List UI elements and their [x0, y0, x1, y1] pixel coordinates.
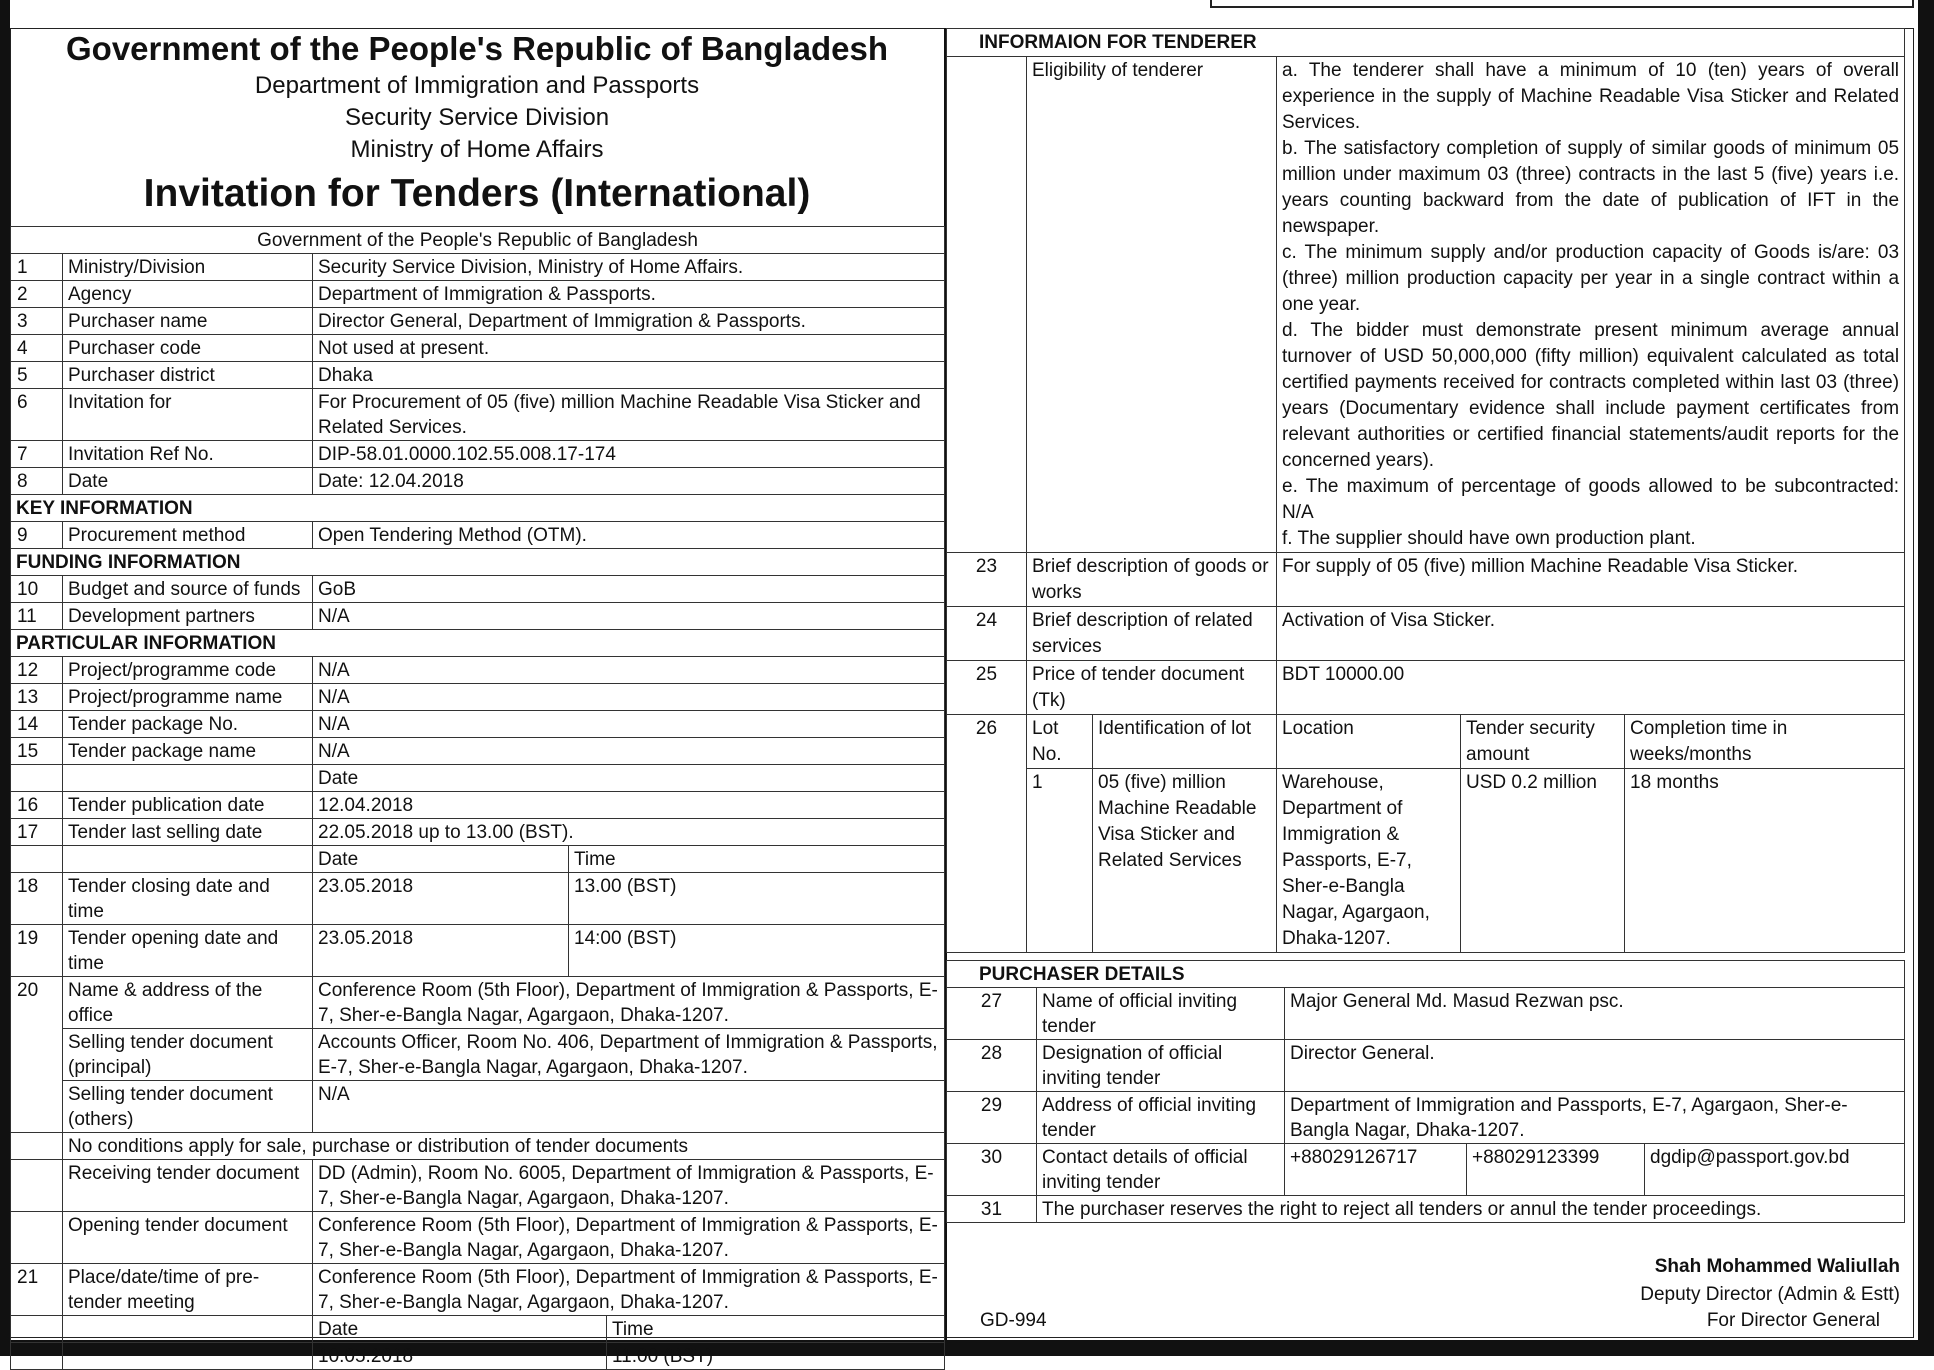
notice-code: GD-994 [980, 1310, 1047, 1331]
time-header: Time [569, 846, 945, 873]
time-header: Time [607, 1316, 945, 1343]
funding-info-heading: FUNDING INFORMATION [11, 549, 945, 576]
eligibility-criteria: a. The tenderer shall have a minimum of 10 (ten) years of overall experience in the supply of Machine Readable Visa Sticker and Related Services. b. The satisfactory completion of supply of similar goods of minimum 05 million under maximum 03 (three) contracts in the last 5 (five) years i.e. years counting backward from the date of publication of IFT in the newspaper. c. The minimum supply and/or production capacity of Goods is/are: 03 (three) million production capacity per year in a single contract within a one year. d. The bidder must demonstrate present minimum average annual turnover of USD 50,000,000 (fifty million) equivalent calculated as total certified payments received for contracts completed within last 03 (three) years (Documentary evidence shall include payment certificates from relevant authorities or certified financial statements/audit reports for the concerned years). e. The maximum of percentage of goods allowed to be subcontracted: N/A f. The supplier should have own production plant. [1277, 57, 1905, 553]
no-conditions-note: No conditions apply for sale, purchase or distribution of tender documents [63, 1133, 945, 1160]
table-row: 26 Lot No. Identification of lot Location Tender security amount Completion time in weeks/months [947, 715, 1905, 769]
signatory-for: For Director General [1706, 1310, 1880, 1331]
scan-border-top-strip [1210, 0, 1914, 8]
table-row: 19 Tender opening date and time 23.05.2018 14:00 (BST) [11, 925, 945, 977]
table-row: 18 Tender closing date and time 23.05.2018 13.00 (BST) [11, 873, 945, 925]
table-row: 5 Purchaser district Dhaka [11, 362, 945, 389]
division-line: Security Service Division [344, 104, 610, 131]
table-row: 1 Ministry/Division Security Service Division, Ministry of Home Affairs. [11, 254, 945, 281]
table-row: 16 Tender publication date 12.04.2018 [11, 792, 945, 819]
table-row: 10.05.2018 11.00 (BST) [11, 1343, 945, 1370]
dept-line: Department of Immigration and Passports [254, 72, 700, 99]
table-row: Selling tender document (principal) Accounts Officer, Room No. 406, Department of Immigration & Passports, E-7, Sher-e-Bangla Nagar, Agargaon, Dhaka-1207. [11, 1029, 945, 1081]
table-row: 4 Purchaser code Not used at present. [11, 335, 945, 362]
scan-border-right [1918, 0, 1934, 1356]
table-row: 11 Development partners N/A [11, 603, 945, 630]
table-row: 1 05 (five) million Machine Readable Visa Sticker and Related Services Warehouse, Department of Immigration & Passports, E-7, Sher-e-Bangla Nagar, Agargaon, Dhaka-1207. USD 0.2 million 18 months [947, 769, 1905, 953]
invitation-title: Invitation for Tenders (International) [143, 172, 811, 215]
date-header: Date [313, 1316, 607, 1343]
table-row: 9 Procurement method Open Tendering Method (OTM). [11, 522, 945, 549]
table-row: Opening tender document Conference Room (5th Floor), Department of Immigration & Passports, E-7, Sher-e-Bangla Nagar, Agargaon, Dhaka-1207. [11, 1212, 945, 1264]
table-row: 12 Project/programme code N/A [11, 657, 945, 684]
table-row: 25 Price of tender document (Tk) BDT 10000.00 [947, 661, 1905, 715]
table-row: 14 Tender package No. N/A [11, 711, 945, 738]
table-row: 21 Place/date/time of pre-tender meeting Conference Room (5th Floor), Department of Immigration & Passports, E-7, Sher-e-Bangla Nagar, Agargaon, Dhaka-1207. [11, 1264, 945, 1316]
table-row: Selling tender document (others) N/A [11, 1081, 945, 1133]
left-info-table [10, 226, 945, 1370]
table-row: 7 Invitation Ref No. DIP-58.01.0000.102.55.008.17-174 [11, 441, 945, 468]
table-row: 27 Name of official inviting tender Major General Md. Masud Rezwan psc. [947, 988, 1905, 1040]
table-row: 24 Brief description of related services Activation of Visa Sticker. [947, 607, 1905, 661]
key-info-heading: KEY INFORMATION [11, 495, 945, 522]
table-row: 13 Project/programme name N/A [11, 684, 945, 711]
table-row: 6 Invitation for For Procurement of 05 (five) million Machine Readable Visa Sticker and Related Services. [11, 389, 945, 441]
table-row: 10 Budget and source of funds GoB [11, 576, 945, 603]
particular-info-heading: PARTICULAR INFORMATION [11, 630, 945, 657]
table-row: 20 Name & address of the office Conference Room (5th Floor), Department of Immigration & Passports, E-7, Sher-e-Bangla Nagar, Agargaon, Dhaka-1207. [11, 977, 945, 1029]
table-row: 17 Tender last selling date 22.05.2018 up to 13.00 (BST). [11, 819, 945, 846]
tenderer-section-heading: INFORMAION FOR TENDERER [947, 29, 1905, 57]
gov-title: Government of the People's Republic of Bangladesh [66, 30, 888, 67]
purchaser-section-heading: PURCHASER DETAILS [947, 961, 1905, 988]
scan-border-left [0, 0, 10, 1356]
purchaser-table [946, 960, 1905, 1223]
table-row: Receiving tender document DD (Admin), Room No. 6005, Department of Immigration & Passports, E-7, Sher-e-Bangla Nagar, Agargaon, Dhaka-1207. [11, 1160, 945, 1212]
table-caption: Government of the People's Republic of Bangladesh [11, 227, 945, 254]
table-row: 29 Address of official inviting tender Department of Immigration and Passports, E-7, Agargaon, Sher-e-Bangla Nagar, Dhaka-1207. [947, 1092, 1905, 1144]
table-row: Eligibility of tenderer a. The tenderer shall have a minimum of 10 (ten) years of overall experience in the supply of Machine Readable Visa Sticker and Related Services. b. The satisfactory completion of supply of similar goods of minimum 05 million under maximum 03 (three) contracts in the last 5 (five) years i.e. years counting backward from the date of publication of IFT in the newspaper. c. The minimum supply and/or production capacity of Goods is/are: 03 (three) million production capacity per year in a single contract within a one year. d. The bidder must demonstrate present minimum average annual turnover of USD 50,000,000 (fifty million) equivalent calculated as total certified payments received for contracts completed within last 03 (three) years (Documentary evidence shall include payment certificates from relevant authorities or certified financial statements/audit reports for the concerned years). e. The maximum of percentage of goods allowed to be subcontracted: N/A f. The supplier should have own production plant. [947, 57, 1905, 553]
table-row: 30 Contact details of official inviting tender +88029126717 +88029123399 dgdip@passport.gov.bd [947, 1144, 1905, 1196]
ministry-line: Ministry of Home Affairs [350, 136, 604, 163]
date-header: Date [313, 846, 569, 873]
table-row: 28 Designation of official inviting tender Director General. [947, 1040, 1905, 1092]
table-row: 2 Agency Department of Immigration & Passports. [11, 281, 945, 308]
table-row: 15 Tender package name N/A [11, 738, 945, 765]
signatory-title: Deputy Director (Admin & Estt) [1640, 1284, 1900, 1305]
date-header: Date [313, 765, 945, 792]
table-row: 3 Purchaser name Director General, Department of Immigration & Passports. [11, 308, 945, 335]
signatory-name: Shah Mohammed Waliullah [1654, 1256, 1900, 1277]
table-row: 31 The purchaser reserves the right to reject all tenders or annul the tender proceedings. [947, 1196, 1905, 1223]
right-info-table [946, 28, 1905, 953]
table-row: 23 Brief description of goods or works For supply of 05 (five) million Machine Readable Visa Sticker. [947, 553, 1905, 607]
table-row: 8 Date Date: 12.04.2018 [11, 468, 945, 495]
